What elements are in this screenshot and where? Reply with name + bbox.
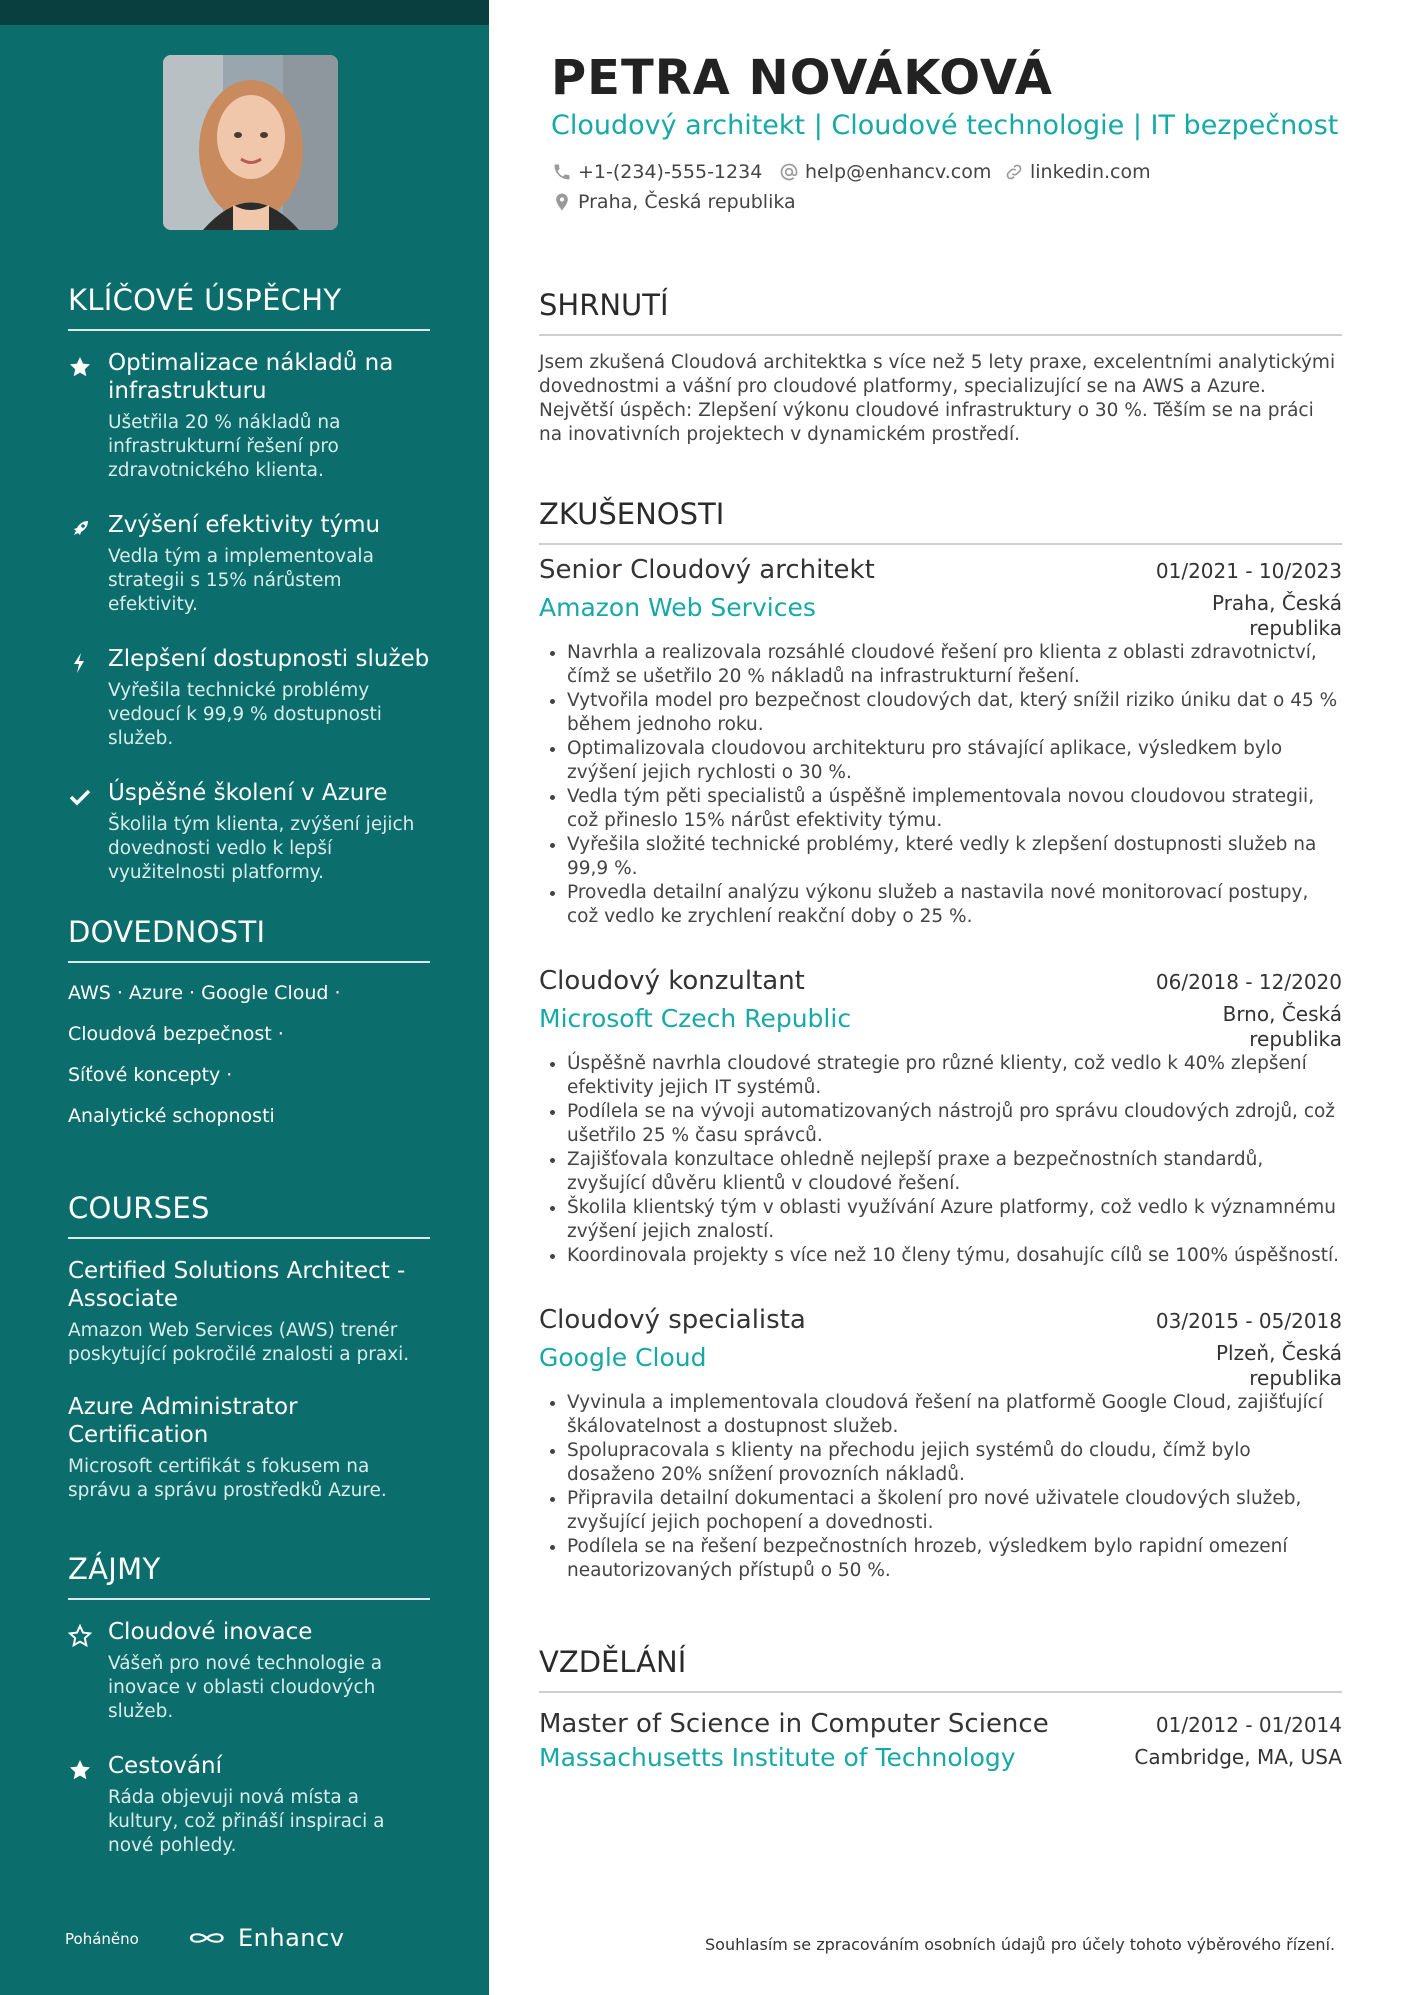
- skill-line: Analytické schopnosti: [68, 1105, 275, 1127]
- achievement-title: Optimalizace nákladů na infrastrukturu: [108, 350, 394, 404]
- enhancv-logo-icon: [184, 1926, 228, 1950]
- bullet-item: • Navrhla a realizovala rozsáhlé cloudové řešení pro klienta z oblasti zdravotnictví, čímž se ušetřilo 20 % nákladů na infrastrukturní řešení.: [567, 641, 1342, 689]
- course-item: [68, 1257, 430, 1367]
- bullet-item: • Vyvinula a implementovala cloudová řešení na platformě Google Cloud, zajišťující škálovatelnost a dostupnost služeb.: [567, 1391, 1342, 1439]
- rocket-icon: [68, 517, 92, 541]
- bullet-item: • Vytvořila model pro bezpečnost cloudových dat, který snížil riziko úniku dat o 45 % během jednoho roku.: [567, 689, 1342, 737]
- profile-photo: [163, 55, 338, 230]
- star-icon: [68, 355, 92, 379]
- job-bullets: [539, 1391, 1342, 1583]
- skill-line: Cloudová bezpečnost ·: [68, 1023, 284, 1045]
- interests-section: [68, 1552, 430, 1886]
- achievement-item: [68, 511, 430, 617]
- star-outline-icon: [68, 1624, 92, 1648]
- link-icon: [1004, 162, 1024, 182]
- brand-logo[interactable]: [184, 1924, 344, 1952]
- achievement-desc: Vyřešila technické problémy vedoucí k 99,9 % dostupnosti služeb.: [108, 680, 382, 749]
- at-icon: [779, 162, 799, 182]
- job-dates: 06/2018 - 12/2020: [1155, 970, 1342, 994]
- course-title: Azure Administrator Certification: [68, 1394, 298, 1448]
- bullet-item: • Vedla tým pěti specialistů a úspěšně implementovala novou cloudovou strategii, což přineslo 15% nárůst efektivity týmu.: [567, 785, 1342, 833]
- achievement-item: [68, 349, 430, 483]
- education-location: Cambridge, MA, USA: [1134, 1745, 1342, 1769]
- candidate-name: PETRA NOVÁKOVÁ: [551, 50, 1053, 106]
- course-item: [68, 1393, 430, 1503]
- achievement-title: Zlepšení dostupnosti služeb: [108, 646, 430, 672]
- achievement-desc: Školila tým klienta, zvýšení jejich dovednosti vedlo k lepší využitelnosti platformy.: [108, 814, 415, 883]
- phone-icon: [552, 162, 572, 182]
- job-entry: [539, 555, 1342, 929]
- job-title: Cloudový konzultant: [539, 966, 805, 996]
- interest-desc: Vášeň pro nové technologie a inovace v oblasti cloudových služeb.: [108, 1653, 383, 1722]
- achievements-section: [68, 283, 430, 913]
- job-bullets: [539, 641, 1342, 929]
- skills-section: [68, 915, 430, 1145]
- job-entry: [539, 1305, 1342, 1583]
- bullet-item: • Provedla detailní analýzu výkonu služeb a nastavila nové monitorovací postupy, což vedlo ke zrychlení reakční doby o 25 %.: [567, 881, 1342, 929]
- bullet-item: • Spolupracovala s klienty na přechodu jejich systémů do cloudu, čímž bylo dosaženo 20% snížení provozních nákladů.: [567, 1439, 1342, 1487]
- course-desc: Amazon Web Services (AWS) trenér poskytující pokročilé znalosti a praxi.: [68, 1320, 410, 1365]
- bullet-item: • Podílela se na vývoji automatizovaných nástrojů pro správu cloudových zdrojů, což ušetřilo 25 % času správců.: [567, 1100, 1342, 1148]
- job-entry: [539, 966, 1342, 1268]
- experience-heading: ZKUŠENOSTI: [539, 497, 1342, 545]
- job-title: Senior Cloudový architekt: [539, 555, 875, 585]
- phone-text: +1-(234)-555-1234: [578, 161, 763, 183]
- job-company: Amazon Web Services: [539, 593, 816, 622]
- job-location: Praha, Česká republika: [1211, 591, 1342, 640]
- achievement-item: [68, 779, 430, 885]
- achievement-desc: Ušetřila 20 % nákladů na infrastrukturní řešení pro zdravotnického klienta.: [108, 412, 341, 481]
- courses-section: [68, 1191, 430, 1529]
- sidebar-top-bar: [0, 0, 489, 25]
- achievements-heading: KLÍČOVÉ ÚSPĚCHY: [68, 283, 430, 331]
- achievement-title: Úspěšné školení v Azure: [108, 780, 388, 806]
- contact-website[interactable]: [1004, 161, 1151, 183]
- job-dates: 03/2015 - 05/2018: [1155, 1309, 1342, 1333]
- bullet-item: • Optimalizovala cloudovou architekturu pro stávající aplikace, výsledkem bylo zvýšení jejich rychlosti o 30 %.: [567, 737, 1342, 785]
- skill-line: AWS · Azure · Google Cloud ·: [68, 982, 341, 1004]
- skill-line: Síťové koncepty ·: [68, 1064, 233, 1086]
- school-name: Massachusetts Institute of Technology: [539, 1743, 1016, 1772]
- brand-name: Enhancv: [238, 1924, 345, 1952]
- bullet-item: • Podílela se na řešení bezpečnostních hrozeb, výsledkem bylo rapidní omezení neautorizovaných přístupů o 50 %.: [567, 1535, 1342, 1583]
- courses-heading: COURSES: [68, 1191, 430, 1239]
- interest-title: Cloudové inovace: [108, 1619, 313, 1645]
- achievement-desc: Vedla tým a implementovala strategii s 15% nárůstem efektivity.: [108, 546, 374, 615]
- job-title: Cloudový specialista: [539, 1305, 806, 1335]
- education-dates: 01/2012 - 01/2014: [1155, 1713, 1342, 1737]
- summary-heading: SHRNUTÍ: [539, 288, 1342, 336]
- interest-title: Cestování: [108, 1753, 222, 1779]
- sidebar: [0, 0, 489, 1995]
- job-location: Plzeň, Česká republika: [1216, 1341, 1342, 1390]
- powered-by-label: Poháněno: [65, 1930, 139, 1948]
- lightning-icon: [68, 651, 92, 675]
- degree-title: Master of Science in Computer Science: [539, 1709, 1049, 1739]
- job-company: Google Cloud: [539, 1343, 707, 1372]
- bullet-item: • Vyřešila složité technické problémy, které vedly k zlepšení dostupnosti služeb na 99,9 %.: [567, 833, 1342, 881]
- achievement-title: Zvýšení efektivity týmu: [108, 512, 381, 538]
- job-company: Microsoft Czech Republic: [539, 1004, 852, 1033]
- job-bullets: [539, 1052, 1342, 1268]
- interest-item: [68, 1618, 430, 1724]
- headline: Cloudový architekt | Cloudové technologie | IT bezpečnost: [551, 110, 1339, 141]
- website-text: linkedin.com: [1030, 161, 1151, 183]
- bullet-item: • Školila klientský tým v oblasti využívání Azure platformy, což vedlo k významnému zvýšení jejich znalostí.: [567, 1196, 1342, 1244]
- contact-email[interactable]: [779, 161, 991, 183]
- contact-location: [552, 191, 796, 213]
- interests-heading: ZÁJMY: [68, 1552, 430, 1600]
- skills-heading: DOVEDNOSTI: [68, 915, 430, 963]
- interest-item: [68, 1752, 430, 1858]
- bullet-item: • Koordinovala projekty s více než 10 členy týmu, dosahujíc cílů se 100% úspěšností.: [567, 1244, 1342, 1268]
- education-entry: [539, 1709, 1342, 1772]
- achievement-item: [68, 645, 430, 751]
- check-icon: [68, 785, 92, 809]
- star-icon: [68, 1758, 92, 1782]
- job-dates: 01/2021 - 10/2023: [1155, 559, 1342, 583]
- course-desc: Microsoft certifikát s fokusem na správu a správu prostředků Azure.: [68, 1456, 387, 1501]
- contact-phone[interactable]: [552, 161, 762, 183]
- education-heading: VZDĚLÁNÍ: [539, 1645, 1342, 1693]
- location-text: Praha, Česká republika: [578, 191, 796, 213]
- job-location: Brno, Česká republika: [1222, 1002, 1342, 1051]
- location-pin-icon: [552, 192, 572, 212]
- course-title: Certified Solutions Architect - Associate: [68, 1258, 406, 1312]
- email-text: help@enhancv.com: [805, 161, 992, 183]
- summary-text: Jsem zkušená Cloudová architektka s více než 5 lety praxe, excelentními analytickými dovednostmi a vášní pro cloudové platformy, specializující se na AWS a Azure. Největší úspěch: Zlepšení výkonu cloudové infrastruktury o 30 %. Těším se na práci na inovativních projektech v dynamickém prostředí.: [539, 352, 1336, 445]
- bullet-item: • Zajišťovala konzultace ohledně nejlepší praxe a bezpečnostních standardů, zvyšující důvěru klientů v cloudové řešení.: [567, 1148, 1342, 1196]
- bullet-item: • Připravila detailní dokumentaci a školení pro nové uživatele cloudových služeb, zvyšující jejich pochopení a dovednosti.: [567, 1487, 1342, 1535]
- consent-footer: Souhlasím se zpracováním osobních údajů pro účely tohoto výběrového řízení.: [705, 1935, 1336, 1954]
- bullet-item: • Úspěšně navrhla cloudové strategie pro různé klienty, což vedlo k 40% zlepšení efektivity jejich IT systémů.: [567, 1052, 1342, 1100]
- interest-desc: Ráda objevuji nová místa a kultury, což přináší inspiraci a nové pohledy.: [108, 1787, 385, 1856]
